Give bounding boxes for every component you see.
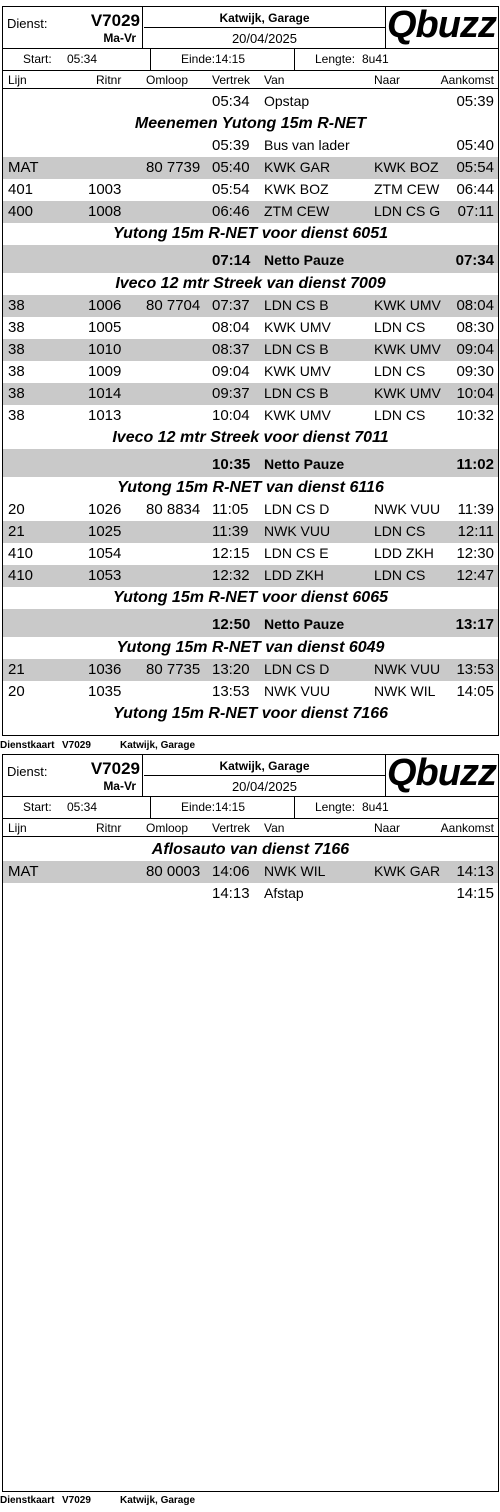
trip-row bbox=[3, 883, 498, 905]
cell-naar: LDN CS bbox=[374, 523, 426, 539]
cell-van: LDN CS B bbox=[264, 297, 329, 313]
cell-ritnr: 1014 bbox=[88, 385, 122, 402]
pause-label: Netto Pauze bbox=[264, 252, 345, 268]
qbuzz-logo: Qbuzz bbox=[387, 6, 496, 46]
cell-lijn: MAT bbox=[8, 863, 39, 880]
pause-start: 07:14 bbox=[212, 252, 251, 269]
cell-naar: NWK VUU bbox=[374, 661, 441, 677]
cell-ritnr: 1053 bbox=[88, 567, 122, 584]
cell-van: KWK UMV bbox=[264, 363, 331, 379]
info-bar bbox=[3, 797, 498, 819]
dienst-days: Ma-Vr bbox=[103, 779, 136, 793]
card-header bbox=[3, 7, 498, 49]
cell-naar: LDN CS bbox=[374, 407, 426, 423]
pause-end: 13:17 bbox=[455, 616, 494, 633]
cell-lijn: 38 bbox=[8, 319, 25, 336]
footer-dienst: V7029 bbox=[62, 1495, 91, 1506]
cell-lijn: 38 bbox=[8, 341, 25, 358]
cell-van: KWK UMV bbox=[264, 407, 331, 423]
cell-ritnr: 1009 bbox=[88, 363, 122, 380]
cell-van: LDN CS B bbox=[264, 341, 329, 357]
section-title-row bbox=[3, 427, 498, 449]
col-aankomst: Aankomst bbox=[440, 73, 494, 87]
trip-row bbox=[3, 157, 498, 179]
cell-aankomst: 10:32 bbox=[456, 407, 494, 424]
cell-naar: KWK UMV bbox=[374, 297, 441, 313]
trip-row bbox=[3, 405, 498, 427]
cell-lijn: 410 bbox=[8, 567, 34, 584]
section-title: Iveco 12 mtr Streek van dienst 7009 bbox=[115, 275, 386, 292]
pause-label: Netto Pauze bbox=[264, 456, 345, 472]
section-title: Yutong 15m R-NET van dienst 6116 bbox=[117, 479, 384, 496]
cell-aankomst: 05:39 bbox=[456, 93, 494, 110]
cell-aankomst: 08:30 bbox=[456, 319, 494, 336]
cell-ritnr: 1008 bbox=[88, 203, 122, 220]
cell-van: Opstap bbox=[264, 93, 310, 109]
cell-van: LDN CS E bbox=[264, 545, 329, 561]
cell-ritnr: 1036 bbox=[88, 661, 122, 678]
einde-value: 14:15 bbox=[215, 800, 246, 814]
cell-vertrek: 08:37 bbox=[212, 341, 250, 358]
pause-label: Netto Pauze bbox=[264, 616, 345, 632]
cell-naar: LDN CS bbox=[374, 363, 426, 379]
cell-van: KWK UMV bbox=[264, 319, 331, 335]
cell-vertrek: 05:39 bbox=[212, 137, 250, 154]
col-van: Van bbox=[264, 821, 285, 835]
trip-row bbox=[3, 499, 498, 521]
footer-location: Katwijk, Garage bbox=[120, 1495, 196, 1506]
cell-aankomst: 12:11 bbox=[457, 523, 494, 540]
einde-label: Einde: bbox=[181, 52, 216, 66]
cell-aankomst: 14:15 bbox=[456, 885, 494, 902]
section-title: Yutong 15m R-NET voor dienst 7166 bbox=[112, 705, 388, 722]
col-lijn: Lijn bbox=[8, 73, 27, 87]
cell-naar: NWK WIL bbox=[374, 683, 436, 699]
cell-van: NWK VUU bbox=[264, 683, 331, 699]
section-title-row bbox=[3, 223, 498, 245]
section-title: Iveco 12 mtr Streek voor dienst 7011 bbox=[112, 429, 389, 446]
cell-lijn: 20 bbox=[8, 501, 25, 518]
cell-aankomst: 13:53 bbox=[456, 661, 494, 678]
cell-vertrek: 05:34 bbox=[212, 93, 250, 110]
einde-cell bbox=[151, 49, 295, 70]
dienst-days: Ma-Vr bbox=[103, 31, 136, 45]
pause-start: 12:50 bbox=[212, 616, 251, 633]
trip-row bbox=[3, 201, 498, 223]
col-naar: Naar bbox=[374, 73, 401, 87]
cell-van: ZTM CEW bbox=[264, 203, 330, 219]
trip-row bbox=[3, 339, 498, 361]
cell-lijn: 38 bbox=[8, 385, 25, 402]
trip-row bbox=[3, 295, 498, 317]
cell-aankomst: 05:54 bbox=[456, 159, 494, 176]
location-cell bbox=[144, 755, 386, 796]
footer-dienst: V7029 bbox=[62, 740, 91, 751]
pause-start: 10:35 bbox=[212, 456, 251, 473]
cell-aankomst: 12:30 bbox=[456, 545, 494, 562]
trip-row bbox=[3, 521, 498, 543]
cell-vertrek: 12:32 bbox=[212, 567, 250, 584]
cell-naar: LDD ZKH bbox=[374, 545, 434, 561]
lengte-label: Lengte: bbox=[315, 800, 356, 814]
lengte-label: Lengte: bbox=[315, 52, 356, 66]
trip-row bbox=[3, 543, 498, 565]
cell-naar: KWK GAR bbox=[374, 863, 441, 879]
pause-row bbox=[3, 609, 498, 637]
section-title: Yutong 15m R-NET van dienst 6049 bbox=[116, 639, 385, 656]
col-omloop: Omloop bbox=[146, 73, 189, 87]
cell-vertrek: 05:54 bbox=[212, 181, 250, 198]
trip-row bbox=[3, 361, 498, 383]
cell-naar: LDN CS bbox=[374, 567, 426, 583]
location-divider bbox=[144, 775, 385, 776]
col-ritnr: Ritnr bbox=[96, 73, 122, 87]
date: 20/04/2025 bbox=[231, 31, 298, 46]
cell-ritnr: 1005 bbox=[88, 319, 122, 336]
cell-omloop: 80 7704 bbox=[146, 297, 201, 314]
cell-vertrek: 14:06 bbox=[212, 863, 250, 880]
cell-vertrek: 12:15 bbox=[212, 545, 250, 562]
section-title: Yutong 15m R-NET voor dienst 6051 bbox=[112, 225, 388, 242]
pause-row bbox=[3, 245, 498, 273]
cell-omloop: 80 0003 bbox=[146, 863, 201, 880]
cell-naar: LDN CS bbox=[374, 319, 426, 335]
section-title: Meenemen Yutong 15m R-NET bbox=[134, 115, 367, 132]
trip-row bbox=[3, 861, 498, 883]
footer bbox=[0, 740, 300, 752]
cell-vertrek: 08:04 bbox=[212, 319, 250, 336]
einde-label: Einde: bbox=[181, 800, 216, 814]
cell-naar: KWK UMV bbox=[374, 385, 441, 401]
dienst-number: V7029 bbox=[90, 11, 140, 30]
cell-aankomst: 12:47 bbox=[456, 567, 494, 584]
cell-vertrek: 11:39 bbox=[212, 523, 249, 540]
cell-aankomst: 09:30 bbox=[456, 363, 494, 380]
cell-naar: LDN CS G bbox=[374, 203, 441, 219]
cell-lijn: MAT bbox=[8, 159, 39, 176]
location-divider bbox=[144, 27, 385, 28]
cell-omloop: 80 7739 bbox=[146, 159, 201, 176]
trip-row bbox=[3, 91, 498, 113]
cell-vertrek: 07:37 bbox=[212, 297, 250, 314]
cell-lijn: 38 bbox=[8, 297, 25, 314]
cell-ritnr: 1010 bbox=[88, 341, 122, 358]
trip-row bbox=[3, 135, 498, 157]
cell-ritnr: 1035 bbox=[88, 683, 122, 700]
trip-row bbox=[3, 659, 498, 681]
start-label: Start: bbox=[23, 800, 52, 814]
cell-vertrek: 06:46 bbox=[212, 203, 250, 220]
cell-lijn: 38 bbox=[8, 407, 25, 424]
cell-aankomst: 06:44 bbox=[456, 181, 494, 198]
cell-lijn: 401 bbox=[8, 181, 34, 198]
cell-naar: KWK BOZ bbox=[374, 159, 439, 175]
cell-aankomst: 14:05 bbox=[456, 683, 494, 700]
cell-vertrek: 14:13 bbox=[212, 885, 250, 902]
start-label: Start: bbox=[23, 52, 52, 66]
cell-van: NWK VUU bbox=[264, 523, 331, 539]
footer-label: Dienstkaart bbox=[0, 740, 55, 751]
section-title-row bbox=[3, 637, 498, 659]
trip-row bbox=[3, 383, 498, 405]
trip-row bbox=[3, 179, 498, 201]
section-title-row bbox=[3, 839, 498, 861]
col-omloop: Omloop bbox=[146, 821, 189, 835]
cell-aankomst: 05:40 bbox=[456, 137, 494, 154]
trip-row bbox=[3, 565, 498, 587]
lengte-value: 8u41 bbox=[362, 52, 389, 66]
dienst-label: Dienst: bbox=[7, 16, 48, 31]
cell-lijn: 400 bbox=[8, 203, 34, 220]
dienst-label: Dienst: bbox=[7, 764, 48, 779]
cell-van: LDD ZKH bbox=[264, 567, 324, 583]
cell-lijn: 21 bbox=[8, 661, 25, 678]
cell-vertrek: 09:04 bbox=[212, 363, 250, 380]
cell-van: LDN CS B bbox=[264, 385, 329, 401]
cell-van: NWK WIL bbox=[264, 863, 326, 879]
cell-vertrek: 05:40 bbox=[212, 159, 250, 176]
column-header bbox=[3, 819, 498, 837]
dienstkaart-page-1 bbox=[2, 6, 499, 736]
cell-aankomst: 08:04 bbox=[456, 297, 494, 314]
cell-van: LDN CS D bbox=[264, 661, 330, 677]
dienstkaart-page-2 bbox=[2, 754, 499, 1492]
section-title: Aflosauto van dienst 7166 bbox=[151, 841, 350, 858]
location: Katwijk, Garage bbox=[219, 11, 310, 25]
trip-row bbox=[3, 317, 498, 339]
dienst-cell bbox=[3, 755, 143, 796]
cell-ritnr: 1006 bbox=[88, 297, 122, 314]
section-title-row bbox=[3, 703, 498, 725]
cell-vertrek: 11:05 bbox=[212, 501, 249, 518]
pause-row bbox=[3, 449, 498, 477]
cell-lijn: 20 bbox=[8, 683, 25, 700]
cell-ritnr: 1003 bbox=[88, 181, 122, 198]
trip-table bbox=[3, 91, 498, 725]
info-bar bbox=[3, 49, 498, 71]
einde-value: 14:15 bbox=[215, 52, 246, 66]
cell-van: KWK GAR bbox=[264, 159, 331, 175]
footer bbox=[0, 1495, 300, 1507]
cell-vertrek: 13:20 bbox=[212, 661, 250, 678]
col-ritnr: Ritnr bbox=[96, 821, 122, 835]
section-title-row bbox=[3, 113, 498, 135]
cell-lijn: 21 bbox=[8, 523, 25, 540]
cell-lijn: 38 bbox=[8, 363, 25, 380]
location-cell bbox=[144, 7, 386, 48]
col-lijn: Lijn bbox=[8, 821, 27, 835]
cell-vertrek: 10:04 bbox=[212, 407, 250, 424]
dienst-cell bbox=[3, 7, 143, 48]
cell-ritnr: 1025 bbox=[88, 523, 122, 540]
cell-aankomst: 11:39 bbox=[457, 501, 494, 518]
trip-table bbox=[3, 839, 498, 905]
cell-lijn: 410 bbox=[8, 545, 34, 562]
lengte-value: 8u41 bbox=[362, 800, 389, 814]
trip-row bbox=[3, 681, 498, 703]
cell-ritnr: 1026 bbox=[88, 501, 122, 518]
start-value: 05:34 bbox=[67, 52, 98, 66]
pause-end: 07:34 bbox=[455, 252, 494, 269]
location: Katwijk, Garage bbox=[219, 759, 310, 773]
cell-ritnr: 1054 bbox=[88, 545, 122, 562]
column-header bbox=[3, 71, 498, 89]
start-cell bbox=[3, 797, 151, 818]
section-title-row bbox=[3, 587, 498, 609]
cell-van: KWK BOZ bbox=[264, 181, 329, 197]
col-vertrek: Vertrek bbox=[212, 73, 251, 87]
cell-ritnr: 1013 bbox=[88, 407, 122, 424]
cell-vertrek: 13:53 bbox=[212, 683, 250, 700]
col-vertrek: Vertrek bbox=[212, 821, 251, 835]
cell-naar: ZTM CEW bbox=[374, 181, 440, 197]
card-header bbox=[3, 755, 498, 797]
section-title: Yutong 15m R-NET voor dienst 6065 bbox=[112, 589, 388, 606]
cell-naar: NWK VUU bbox=[374, 501, 441, 517]
lengte-cell bbox=[295, 797, 499, 818]
start-value: 05:34 bbox=[67, 800, 98, 814]
dienst-number: V7029 bbox=[90, 759, 140, 778]
footer-location: Katwijk, Garage bbox=[120, 740, 196, 751]
date: 20/04/2025 bbox=[231, 779, 298, 794]
cell-van: LDN CS D bbox=[264, 501, 330, 517]
qbuzz-logo: Qbuzz bbox=[387, 754, 496, 794]
cell-naar: KWK UMV bbox=[374, 341, 441, 357]
cell-aankomst: 09:04 bbox=[456, 341, 494, 358]
cell-omloop: 80 7735 bbox=[146, 661, 201, 678]
cell-omloop: 80 8834 bbox=[146, 501, 201, 518]
einde-cell bbox=[151, 797, 295, 818]
footer-label: Dienstkaart bbox=[0, 1495, 55, 1506]
start-cell bbox=[3, 49, 151, 70]
cell-van: Afstap bbox=[264, 885, 304, 901]
section-title-row bbox=[3, 477, 498, 499]
cell-aankomst: 07:11 bbox=[457, 203, 494, 220]
pause-end: 11:02 bbox=[456, 456, 494, 473]
col-van: Van bbox=[264, 73, 285, 87]
col-aankomst: Aankomst bbox=[440, 821, 494, 835]
section-title-row bbox=[3, 273, 498, 295]
cell-aankomst: 14:13 bbox=[456, 863, 494, 880]
col-naar: Naar bbox=[374, 821, 401, 835]
lengte-cell bbox=[295, 49, 499, 70]
cell-vertrek: 09:37 bbox=[212, 385, 250, 402]
cell-van: Bus van lader bbox=[264, 137, 350, 153]
cell-aankomst: 10:04 bbox=[456, 385, 494, 402]
